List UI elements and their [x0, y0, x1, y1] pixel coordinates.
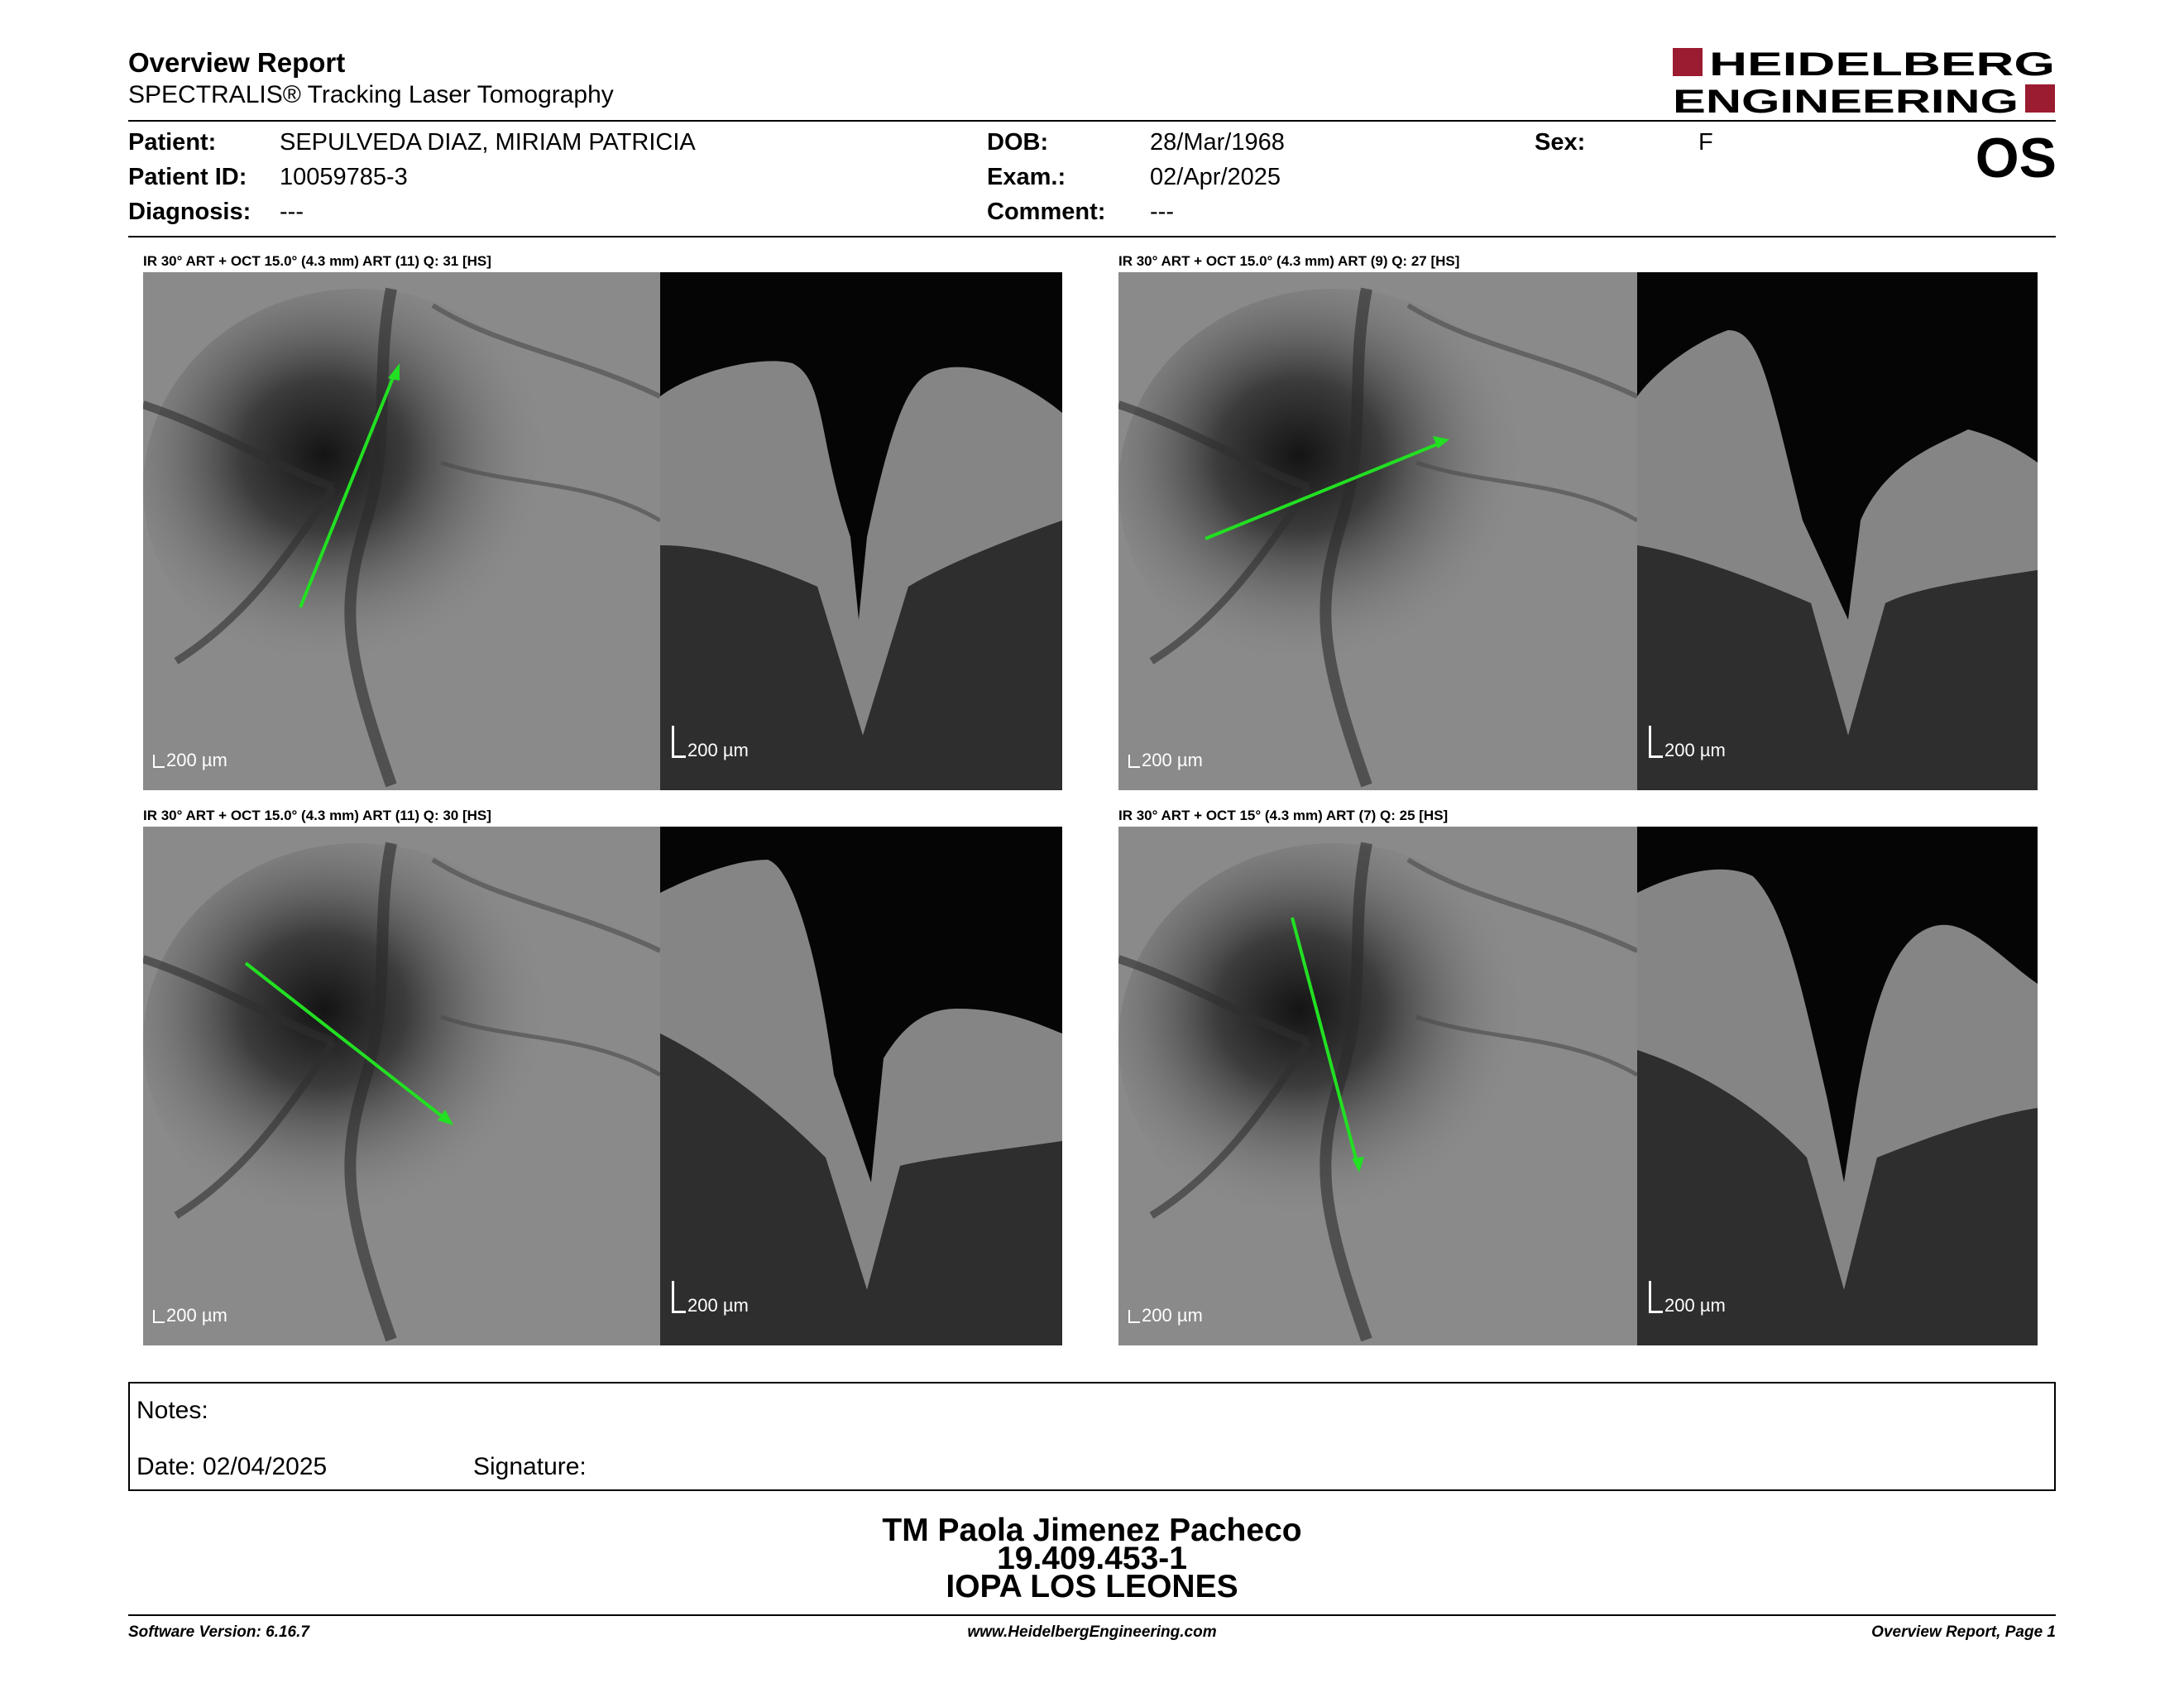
footer-rule	[128, 1614, 2056, 1616]
ir-scale-label: 200 µm	[166, 1305, 228, 1326]
ir-fundus-image	[1118, 827, 1637, 1345]
ir-scale-bar	[1128, 1305, 1203, 1326]
scan-caption: IR 30° ART + OCT 15.0° (4.3 mm) ART (9) Q: 27 [HS]	[1118, 253, 1460, 269]
oct-bscan-image	[660, 272, 1062, 790]
ir-fundus-image	[1118, 272, 1637, 790]
stamp-id: 19.409.453-1	[997, 1541, 1187, 1576]
date-label: Date: 02/04/2025	[136, 1453, 328, 1480]
patient-name: SEPULVEDA DIAZ, MIRIAM PATRICIA	[280, 129, 696, 156]
eye-indicator: OS	[1975, 127, 2057, 189]
diagnosis-label: Diagnosis:	[128, 199, 251, 225]
stamp-name: TM Paola Jimenez Pacheco	[882, 1513, 1302, 1548]
signature-label: Signature:	[473, 1453, 587, 1480]
ir-fundus-image	[143, 827, 660, 1345]
oct-scale-bar	[672, 726, 749, 761]
ir-scale-label: 200 µm	[166, 750, 228, 770]
diagnosis-value: ---	[280, 199, 304, 225]
patient-rule	[128, 236, 2056, 237]
comment-value: ---	[1150, 199, 1174, 225]
oct-bscan-image	[1637, 272, 2038, 790]
report-title: Overview Report	[128, 47, 346, 78]
scan-caption: IR 30° ART + OCT 15° (4.3 mm) ART (7) Q: 25 [HS]	[1118, 808, 1449, 823]
stamp-institution: IOPA LOS LEONES	[946, 1569, 1238, 1604]
ir-scale-label: 200 µm	[1142, 1305, 1203, 1326]
oct-scale-bar	[1649, 1281, 1726, 1316]
dob-label: DOB:	[987, 129, 1049, 156]
header-rule	[128, 120, 2056, 122]
ir-scale-bar	[153, 750, 228, 771]
oct-scale-label: 200 µm	[687, 1295, 749, 1316]
patient-id-label: Patient ID:	[128, 164, 247, 190]
sex-value: F	[1698, 129, 1713, 156]
logo-line1: HEIDELBERG	[1709, 46, 2055, 83]
logo-line2: ENGINEERING	[1673, 84, 2019, 116]
heidelberg-logo	[1671, 45, 2057, 116]
scan-caption: IR 30° ART + OCT 15.0° (4.3 mm) ART (11) Q: 31 [HS]	[143, 253, 491, 269]
website-link[interactable]: www.HeidelbergEngineering.com	[967, 1623, 1217, 1641]
oct-bscan-image	[1637, 827, 2038, 1345]
oct-scale-bar	[672, 1281, 749, 1316]
sex-label: Sex:	[1535, 129, 1586, 156]
oct-bscan-image	[660, 827, 1062, 1345]
software-version: Software Version: 6.16.7	[128, 1623, 309, 1641]
dob-value: 28/Mar/1968	[1150, 129, 1285, 156]
notes-box	[128, 1382, 2056, 1491]
oct-scale-label: 200 µm	[1664, 1295, 1726, 1316]
page-indicator: Overview Report, Page 1	[1871, 1623, 2056, 1641]
report-subtitle: SPECTRALIS® Tracking Laser Tomography	[128, 81, 614, 108]
exam-label: Exam.:	[987, 164, 1066, 190]
scan-caption: IR 30° ART + OCT 15.0° (4.3 mm) ART (11) Q: 30 [HS]	[143, 808, 491, 823]
patient-label: Patient:	[128, 129, 217, 156]
oct-scale-label: 200 µm	[1664, 740, 1726, 760]
comment-label: Comment:	[987, 199, 1106, 225]
patient-id: 10059785-3	[280, 164, 408, 190]
ir-scale-bar	[153, 1305, 228, 1326]
ir-scale-label: 200 µm	[1142, 750, 1203, 770]
ir-fundus-image	[143, 272, 660, 790]
oct-scale-label: 200 µm	[687, 740, 749, 760]
notes-label: Notes:	[136, 1397, 208, 1424]
ir-scale-bar	[1128, 750, 1203, 771]
oct-scale-bar	[1649, 726, 1726, 761]
exam-value: 02/Apr/2025	[1150, 164, 1281, 190]
